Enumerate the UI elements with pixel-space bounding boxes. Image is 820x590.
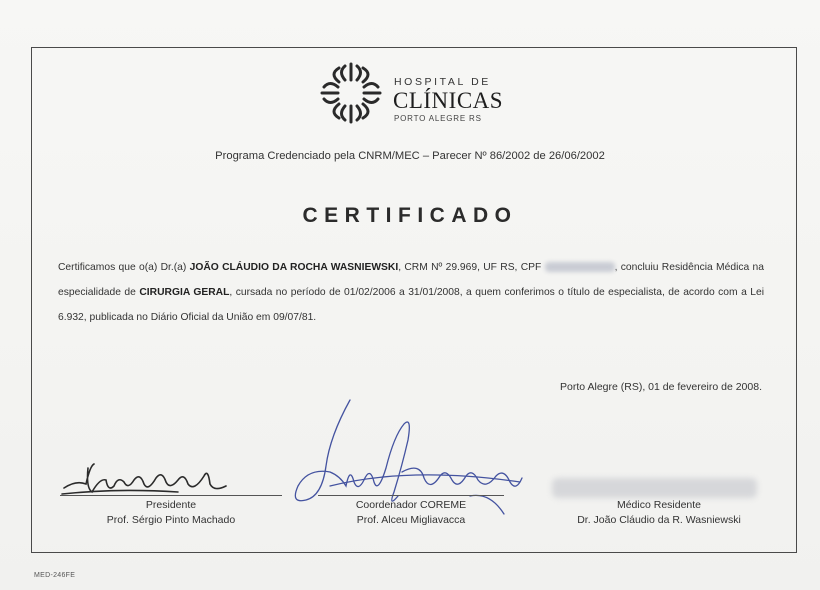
body-part-4: , cursada no período de 01/02/2006 a 31/01/2008, a quem conferimos o título de especialista, de acordo com a Lei 6.932, publicada no Diário Oficial da União em 09/07/81.: [58, 287, 764, 323]
doctor-name: JOÃO CLÁUDIO DA ROCHA WASNIEWSKI: [189, 262, 399, 273]
signature-name: Prof. Alceu Migliavacca: [356, 514, 466, 526]
signature-name: Prof. Sérgio Pinto Machado: [106, 514, 236, 526]
form-code: MED-246FE: [34, 572, 76, 579]
signature-role: Presidente: [145, 499, 197, 511]
logo-main-text: CLÍNICAS: [393, 88, 504, 113]
certificate-title: CERTIFICADO: [302, 204, 518, 227]
signature-role: Coordenador COREME: [355, 499, 467, 511]
place-date: Porto Alegre (RS), 01 de fevereiro de 2008.: [560, 381, 762, 393]
signature-line-1: [60, 495, 282, 496]
body-part-1: Certificamos que o(a) Dr.(a): [58, 262, 190, 273]
logo-bottom-text: PORTO ALEGRE RS: [394, 114, 482, 123]
hospital-logo: [318, 60, 518, 126]
signature-block-president: [60, 499, 282, 528]
signature-line-2: [318, 495, 504, 496]
program-accreditation: Programa Credenciado pela CNRM/MEC – Parecer Nº 86/2002 de 26/06/2002: [215, 150, 605, 162]
logo-top-text: HOSPITAL DE: [394, 76, 491, 88]
body-part-2: , CRM Nº 29.969, UF RS, CPF: [398, 262, 545, 273]
hospital-emblem-icon: [318, 60, 384, 126]
signature-block-resident: [554, 499, 764, 528]
certificate-body: [58, 255, 764, 330]
signature-resident-redacted: [552, 478, 757, 498]
signature-block-coordinator: [318, 499, 504, 528]
signature-role: Médico Residente: [616, 499, 702, 511]
signature-name: Dr. João Cláudio da R. Wasniewski: [577, 514, 741, 526]
body-part-3: , concluiu Residência Médica na especialidade de: [58, 262, 764, 298]
cpf-redacted: [545, 262, 615, 272]
specialty: CIRURGIA GERAL: [139, 287, 230, 298]
